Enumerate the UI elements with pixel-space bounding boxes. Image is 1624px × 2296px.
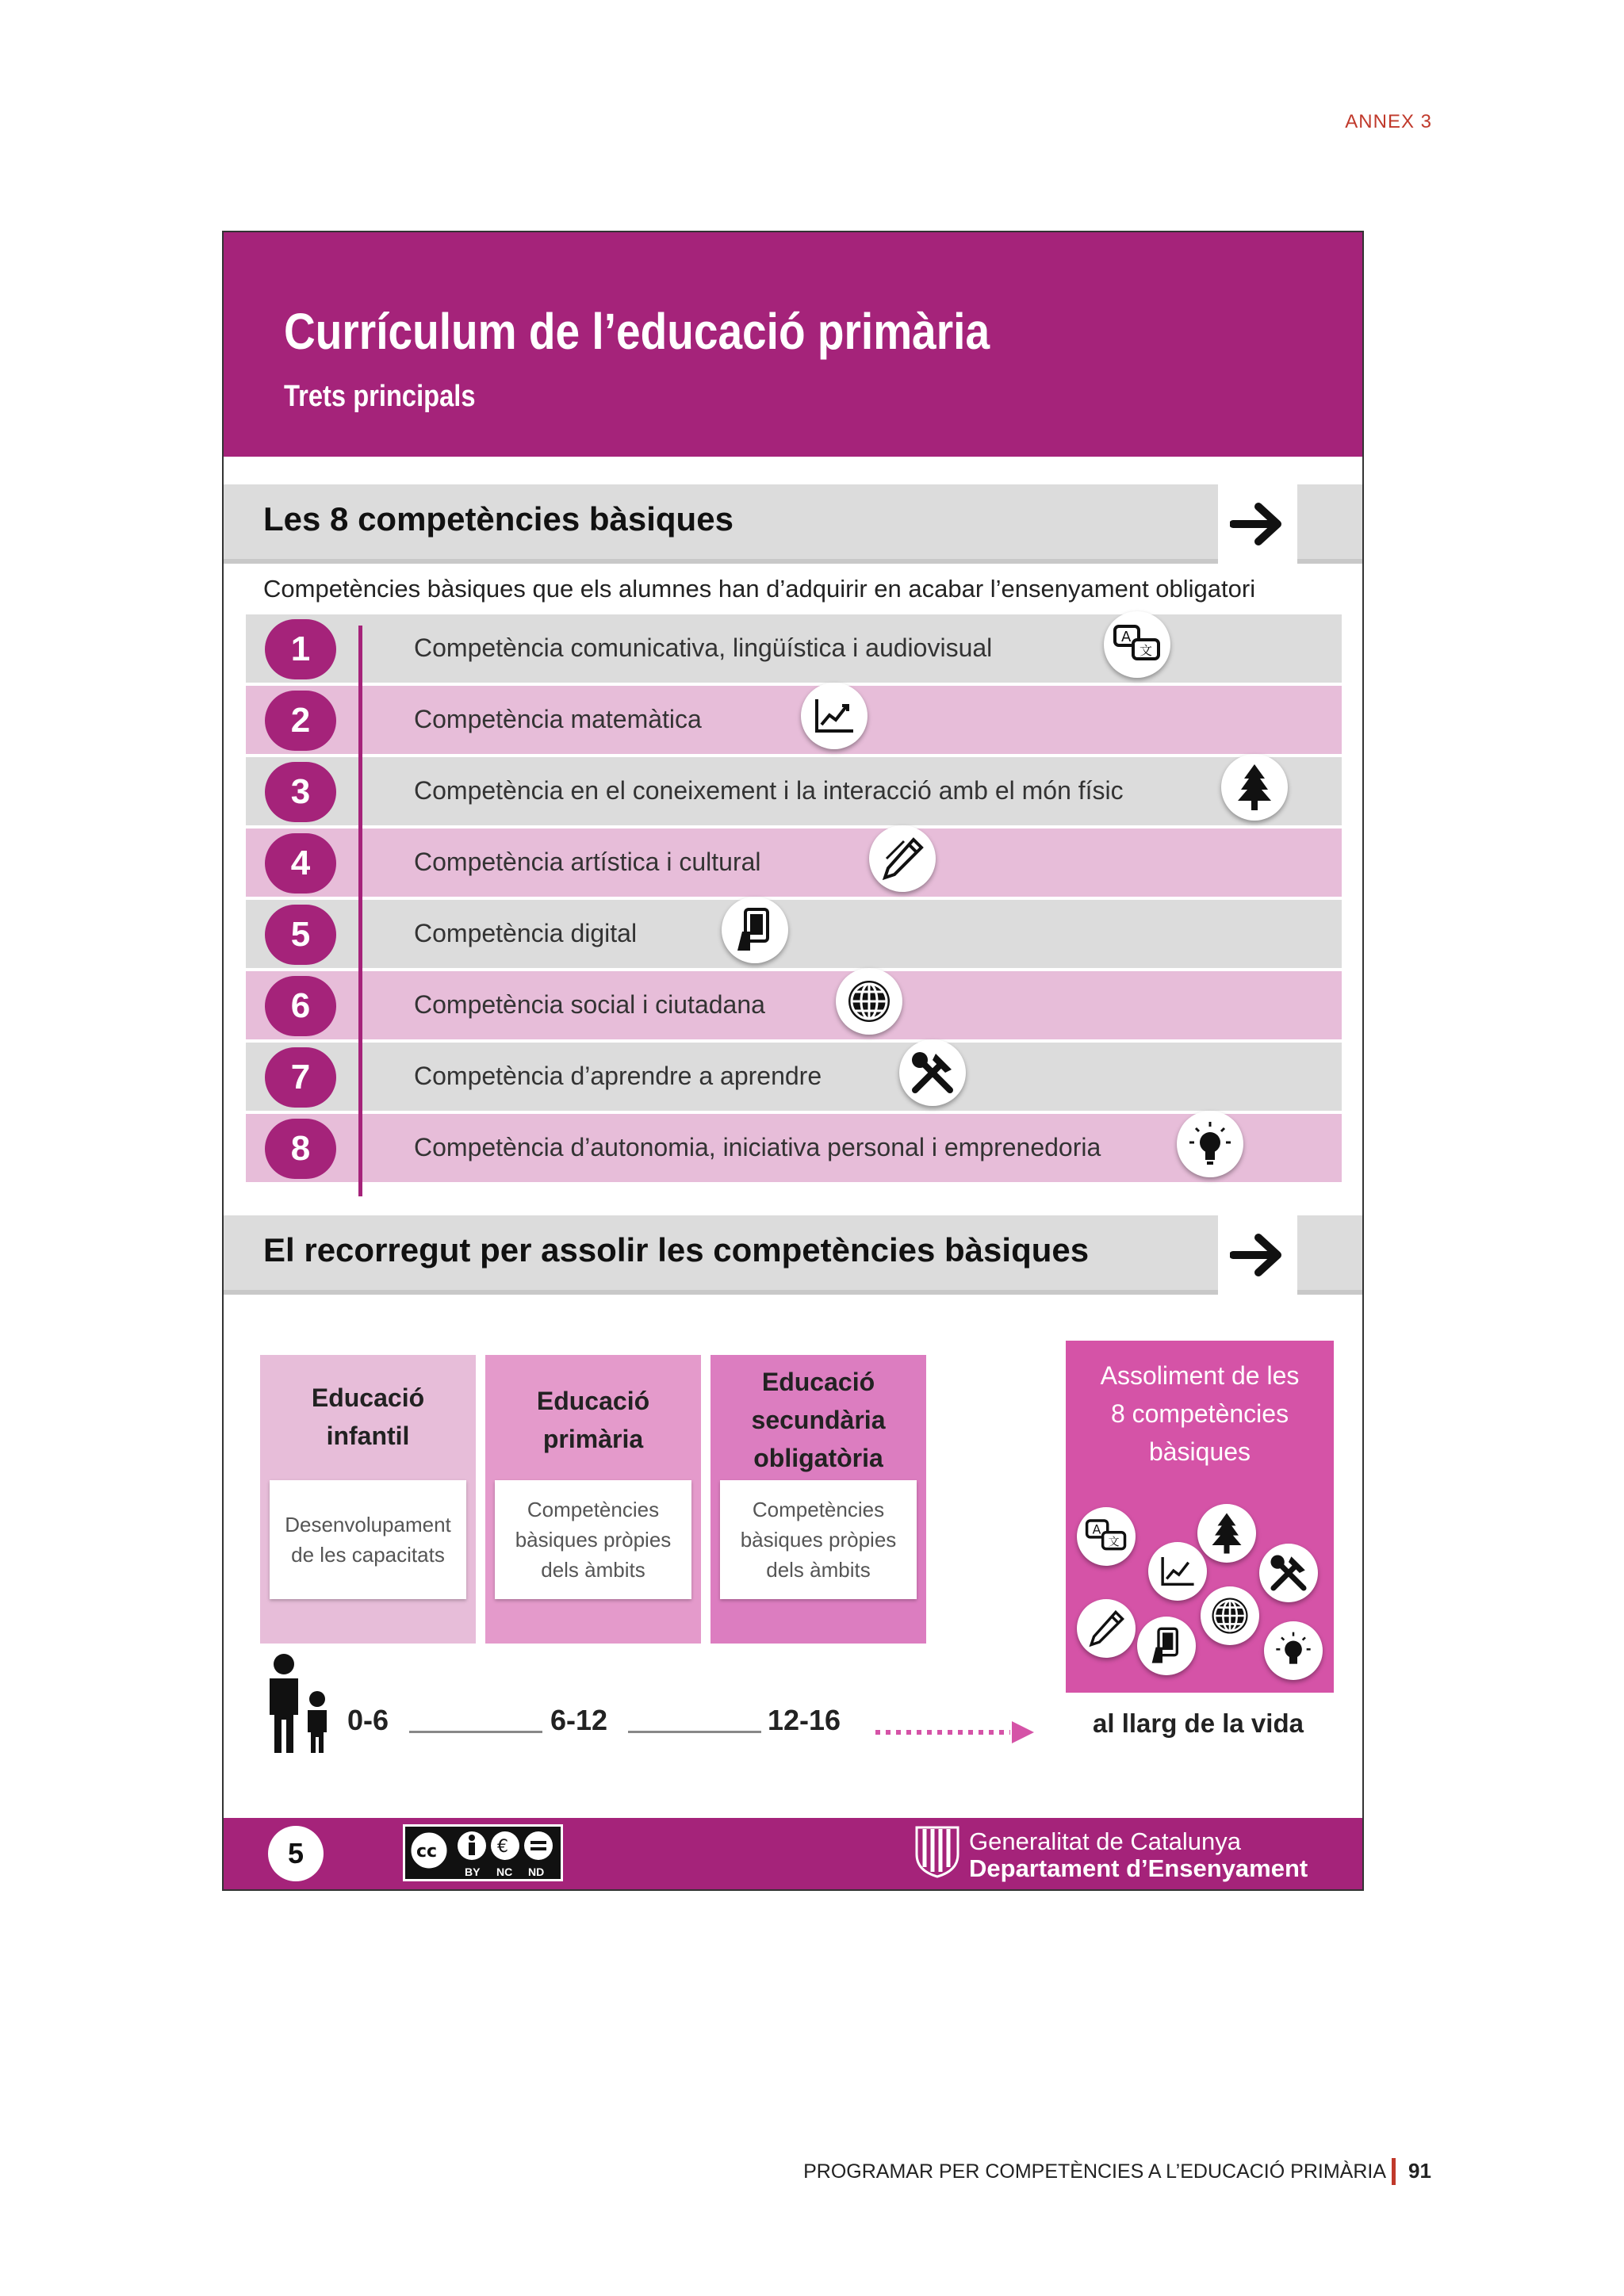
stage-title: Educació primària <box>536 1387 650 1453</box>
competency-row-8 <box>246 1114 1342 1182</box>
stage-title: Educació infantil <box>311 1383 425 1450</box>
card-page-number: 5 <box>268 1826 324 1881</box>
svg-text:文: 文 <box>1139 643 1153 658</box>
section-header-competencies <box>224 484 1362 564</box>
competency-number: 2 <box>265 691 336 751</box>
devices-icon <box>722 897 788 963</box>
stage-title: Educació secundària obligatòria <box>751 1368 886 1472</box>
svg-text:文: 文 <box>1108 1536 1120 1549</box>
stage-infantil <box>260 1355 476 1644</box>
competency-divider-line <box>358 626 362 1196</box>
license-nd: ND <box>528 1866 545 1878</box>
stage-box: Competències bàsiques pròpies dels àmbits <box>720 1480 917 1599</box>
competency-number: 1 <box>265 619 336 679</box>
competency-number: 3 <box>265 762 336 822</box>
chart-icon <box>1148 1542 1207 1601</box>
competency-label: Competència social i ciutadana <box>414 990 765 1019</box>
family-icon <box>260 1653 336 1756</box>
card-subtitle: Trets principals <box>284 380 476 413</box>
lightbulb-icon <box>1264 1621 1323 1680</box>
timeline-line <box>628 1731 761 1733</box>
globe-icon <box>1201 1586 1259 1645</box>
competency-label: Competència d’aprendre a aprendre <box>414 1062 822 1090</box>
chart-icon <box>801 683 868 749</box>
competency-label: Competència digital <box>414 919 638 947</box>
section-title: Les 8 competències bàsiques <box>263 500 733 538</box>
competency-number: 5 <box>265 905 336 965</box>
arrow-right-icon <box>1230 1231 1285 1279</box>
competency-row-3 <box>246 757 1342 825</box>
competency-number: 4 <box>265 833 336 894</box>
section-arrow-box <box>1218 1215 1297 1295</box>
stage-secundaria <box>710 1355 926 1644</box>
infographic-card <box>222 231 1364 1891</box>
section-title: El recorregut per assolir les competències bàsiques <box>263 1231 1090 1269</box>
timeline-age-6-12: 6-12 <box>550 1704 608 1736</box>
competency-number: 6 <box>265 976 336 1036</box>
timeline-age-0-6: 0-6 <box>347 1704 389 1736</box>
competency-label: Competència d’autonomia, iniciativa personal i emprenedoria <box>414 1133 1101 1161</box>
svg-text:€: € <box>497 1837 508 1857</box>
timeline-lifelong: al llarg de la vida <box>1093 1709 1304 1738</box>
svg-text:A: A <box>1121 629 1132 645</box>
card-header <box>224 232 1362 457</box>
globe-icon <box>836 968 902 1035</box>
achievement-title: Assoliment de les 8 competències bàsiques <box>1100 1361 1300 1466</box>
document-footer-title: PROGRAMAR PER COMPETÈNCIES A L’EDUCACIÓ PRIMÀRIA <box>803 2160 1386 2183</box>
license-nc: NC <box>496 1866 513 1878</box>
section-arrow-box <box>1218 484 1297 564</box>
timeline-line <box>409 1731 542 1733</box>
annex-label: ANNEX 3 <box>1345 111 1432 132</box>
license-by: BY <box>465 1866 481 1878</box>
svg-text:A: A <box>1092 1521 1101 1537</box>
speech-translate-icon <box>1104 611 1170 678</box>
tools-icon <box>1259 1544 1318 1602</box>
competency-row-5 <box>246 900 1342 968</box>
tree-icon <box>1197 1504 1256 1563</box>
pencil-icon <box>869 825 936 892</box>
competency-row-4 <box>246 828 1342 897</box>
competency-row-7 <box>246 1043 1342 1111</box>
competency-number: 7 <box>265 1047 336 1108</box>
footer-separator <box>1392 2158 1396 2185</box>
competencies-intro: Competències bàsiques que els alumnes han d’adquirir en acabar l’ensenyament obligatori <box>263 575 1256 603</box>
competency-label: Competència matemàtica <box>414 705 702 733</box>
tree-icon <box>1221 754 1288 821</box>
speech-translate-icon <box>1077 1507 1136 1566</box>
competency-number: 8 <box>265 1119 336 1179</box>
stage-box: Competències bàsiques pròpies dels àmbits <box>495 1480 691 1599</box>
achievement-box <box>1066 1341 1334 1693</box>
card-footer-bar <box>224 1818 1362 1889</box>
competency-row-2 <box>246 686 1342 754</box>
dotted-arrow <box>872 1716 1039 1748</box>
timeline-age-12-16: 12-16 <box>768 1704 841 1736</box>
competency-label: Competència en el coneixement i la interacció amb el món físic <box>414 776 1124 805</box>
tools-icon <box>899 1039 966 1106</box>
competency-label: Competència comunicativa, lingüística i audiovisual <box>414 633 993 662</box>
document-page-number: 91 <box>1408 2159 1431 2183</box>
section-header-pathway <box>224 1215 1362 1295</box>
competency-row-6 <box>246 971 1342 1039</box>
department-name: Departament d’Ensenyament <box>969 1854 1308 1882</box>
generalitat-logo-block <box>914 1823 1308 1882</box>
stage-box: Desenvolupament de les capacitats <box>270 1480 466 1599</box>
devices-icon <box>1137 1617 1196 1675</box>
lightbulb-icon <box>1177 1111 1243 1177</box>
competency-label: Competència artística i cultural <box>414 848 761 876</box>
arrow-right-icon <box>1230 500 1285 548</box>
stage-primaria <box>485 1355 701 1644</box>
competency-row-1 <box>246 614 1342 683</box>
card-title: Currículum de l’educació primària <box>284 303 990 360</box>
pencil-icon <box>1077 1599 1136 1658</box>
svg-text:cc: cc <box>416 1842 438 1862</box>
generalitat-logo-icon <box>914 1823 961 1878</box>
generalitat-name: Generalitat de Catalunya <box>969 1827 1241 1855</box>
